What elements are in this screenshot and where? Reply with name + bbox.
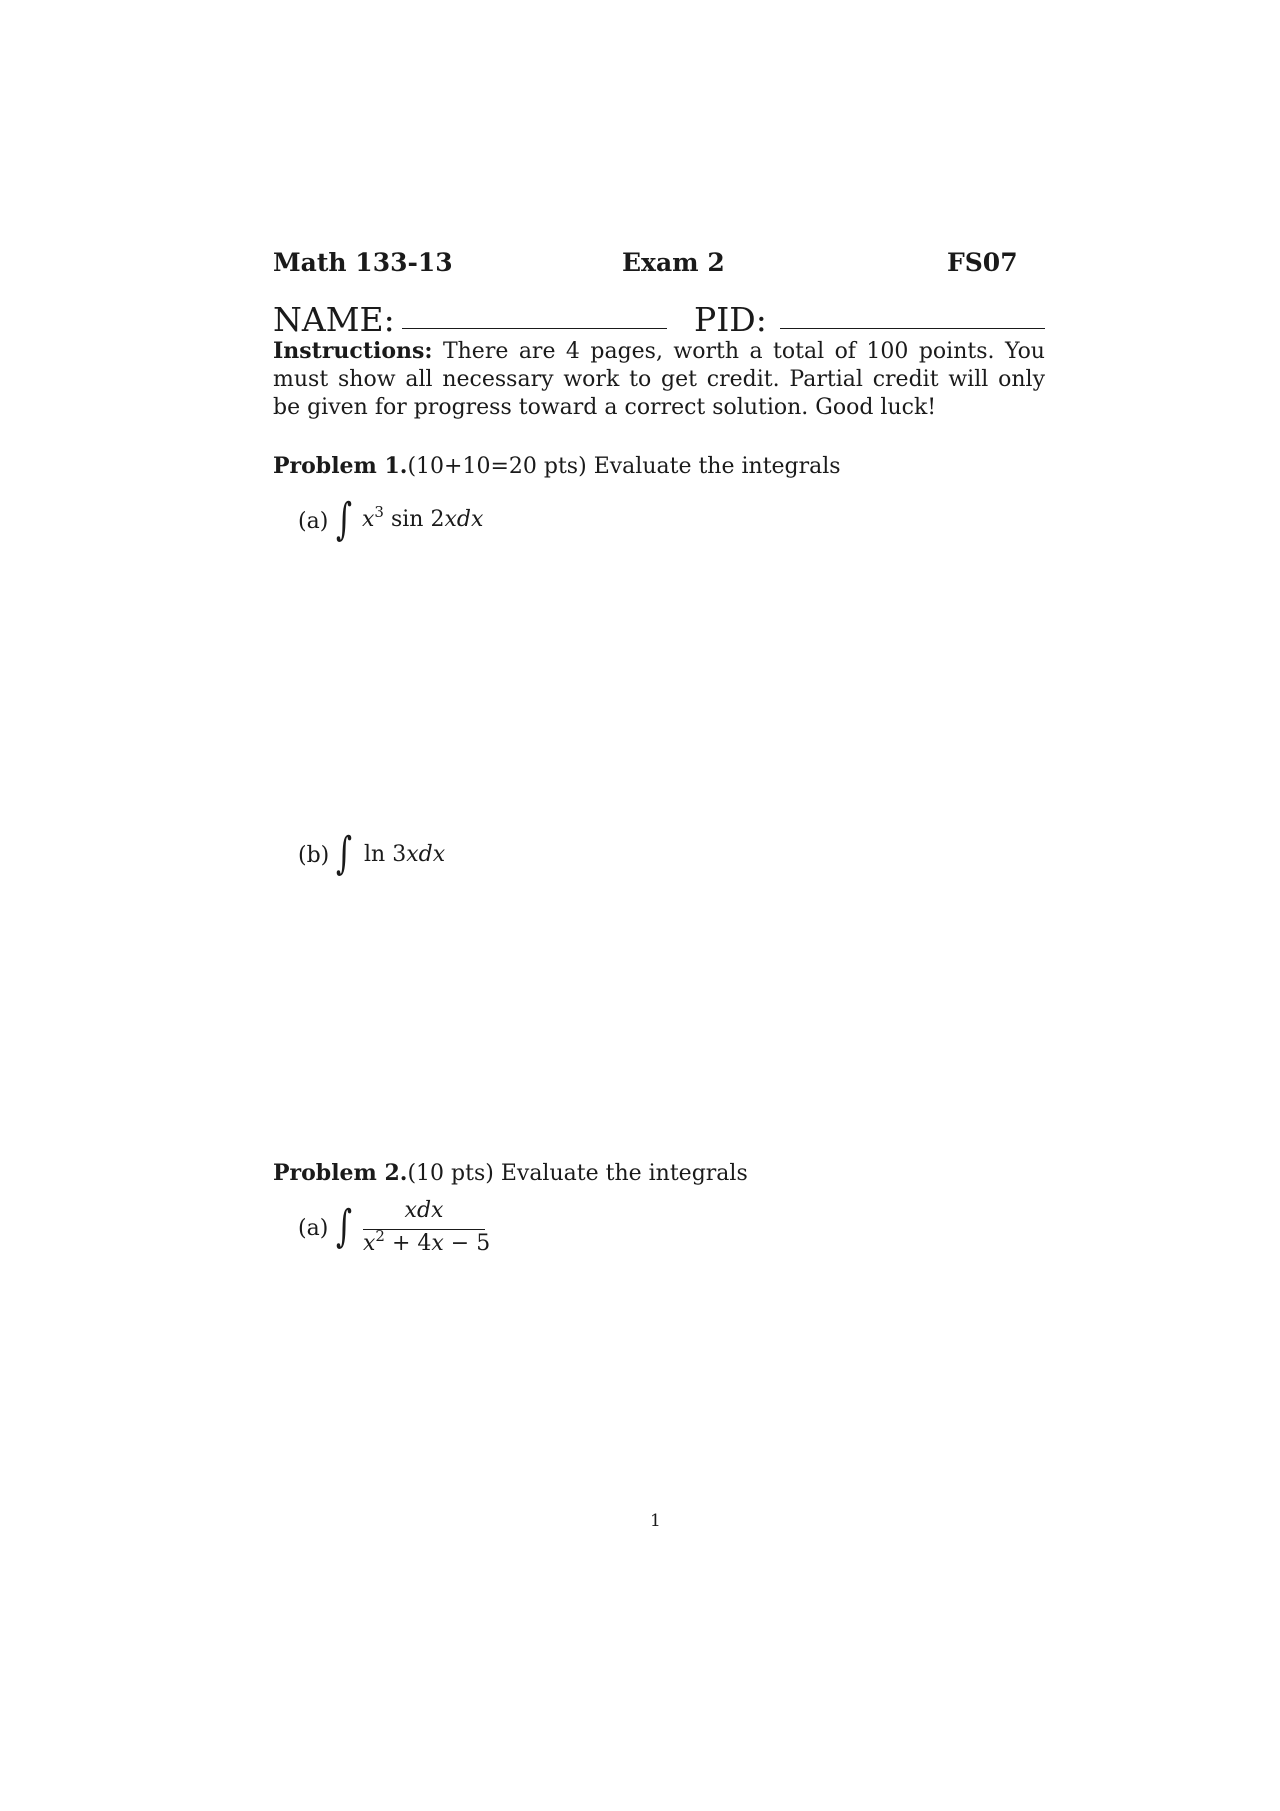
instructions-text: There are 4 pages, worth a total of 100 points. You must show all necessary work to get credit. Partial credit will only be given for progress toward a correct solution. Good luck!	[273, 339, 1045, 420]
fraction-denominator	[363, 1227, 491, 1257]
problem-1-part-b-expression	[364, 841, 445, 869]
problem-1-part-b-label: (b)	[298, 843, 330, 868]
term-code: FS07	[947, 248, 1018, 277]
frac-den-x2: x	[431, 1231, 444, 1256]
problem-2-part-a-label: (a)	[298, 1216, 329, 1241]
frac-den-exp: 2	[375, 1227, 385, 1245]
integral-sign-1b: ∫	[336, 828, 353, 879]
frac-den-plus: + 4	[384, 1231, 432, 1256]
problem-1-heading	[273, 452, 841, 481]
problem-1-text: Evaluate the integrals	[593, 454, 841, 479]
page-number: 1	[650, 1511, 661, 1531]
expr-1a-exponent: 3	[374, 503, 384, 521]
frac-den-x: x	[363, 1231, 376, 1256]
problem-2-heading	[273, 1159, 748, 1188]
fraction-numerator	[363, 1198, 485, 1224]
name-label: NAME:	[273, 300, 395, 339]
problem-2-text: Evaluate the integrals	[500, 1161, 748, 1186]
exam-title: Exam 2	[622, 248, 725, 277]
expr-1a-rest: sin 2	[390, 507, 445, 532]
instructions	[273, 337, 1045, 422]
integral-sign-1a: ∫	[336, 494, 353, 545]
expr-1b-func: ln 3	[364, 842, 407, 867]
problem-1-points: (10+10=20 pts)	[407, 454, 587, 479]
problem-2-label: Problem 2.	[273, 1160, 408, 1186]
pid-label: PID:	[694, 300, 767, 339]
integral-sign-2a: ∫	[336, 1201, 353, 1252]
problem-2-points: (10 pts)	[407, 1161, 494, 1186]
expr-1a-var: xdx	[444, 507, 484, 532]
problem-1-part-a-expression	[362, 503, 484, 534]
expr-1b-var: xdx	[406, 842, 446, 867]
instructions-label: Instructions:	[273, 338, 433, 364]
frac-num-text: xdx	[404, 1198, 444, 1223]
problem-1-part-a-label: (a)	[298, 509, 329, 534]
problem-1-label: Problem 1.	[273, 453, 408, 479]
expr-1a-base: x	[362, 507, 375, 532]
name-blank-line	[402, 328, 667, 329]
frac-den-tail: − 5	[443, 1231, 491, 1256]
pid-blank-line	[780, 328, 1045, 329]
course-title: Math 133-13	[273, 248, 453, 277]
